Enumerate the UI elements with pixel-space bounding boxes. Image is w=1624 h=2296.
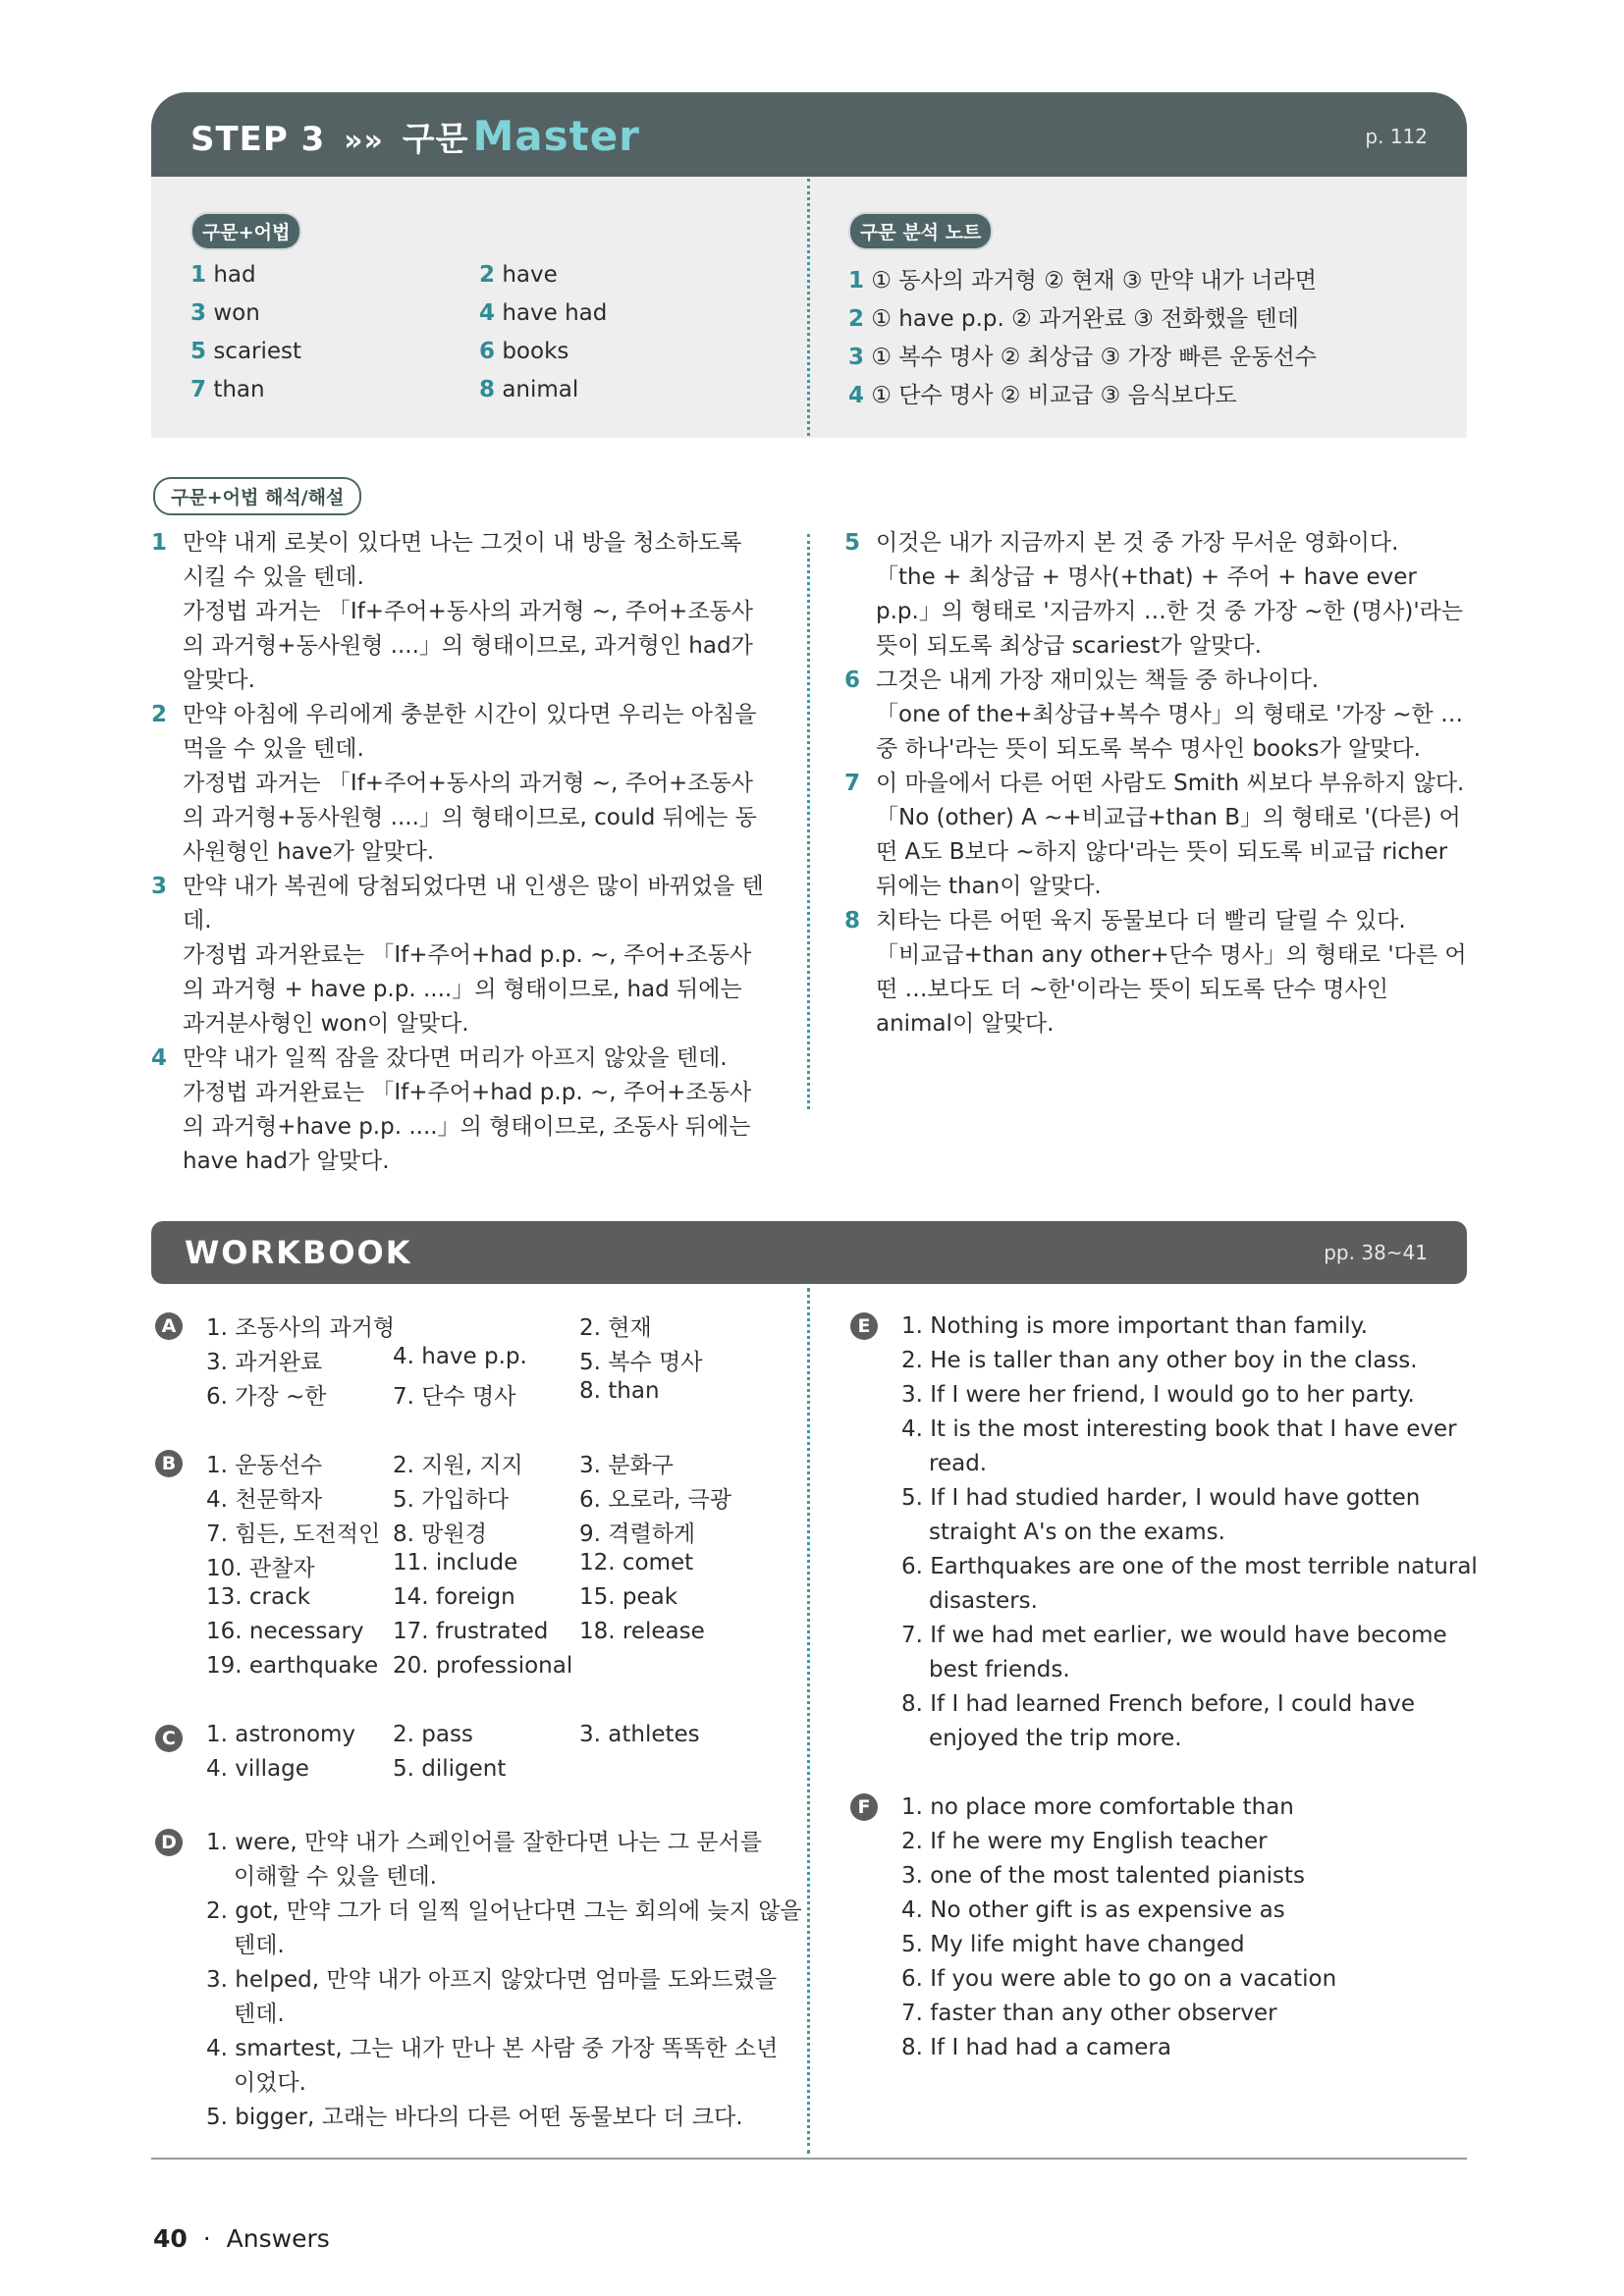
workbook-item: 17. frustrated bbox=[393, 1619, 549, 1644]
workbook-item: 4. It is the most interesting book that I have ever read. bbox=[901, 1416, 1457, 1476]
workbook-item: 18. release bbox=[579, 1619, 705, 1644]
note-item: 4 ① 단수 명사 ② 비교급 ③ 음식보다도 bbox=[848, 383, 1237, 408]
note-item: 1 ① 동사의 과거형 ② 현재 ③ 만약 내가 너라면 bbox=[848, 268, 1317, 294]
workbook-item: 2. pass bbox=[393, 1722, 473, 1747]
right-tag: 구문 분석 노트 bbox=[850, 214, 991, 248]
section-f-badge: F bbox=[850, 1793, 878, 1821]
answer-item: 5 scariest bbox=[190, 339, 302, 364]
workbook-item: 6. 가장 ~한 bbox=[206, 1384, 327, 1410]
workbook-item: 11. include bbox=[393, 1550, 518, 1575]
workbook-item: 1. 운동선수 bbox=[206, 1453, 323, 1478]
workbook-item: 7. 단수 명사 bbox=[393, 1384, 516, 1410]
workbook-item: 5. My life might have changed bbox=[901, 1932, 1245, 1957]
page-footer bbox=[153, 2224, 330, 2253]
section-a-badge: A bbox=[155, 1312, 183, 1340]
step3-korean: 구문 bbox=[402, 120, 469, 159]
workbook-item: 4. smartest, 그는 내가 만나 본 사람 중 가장 똑똑한 소년 이었다. bbox=[206, 2036, 779, 2096]
workbook-page-ref: pp. 38~41 bbox=[1324, 1241, 1428, 1264]
section-e-badge: E bbox=[850, 1312, 878, 1340]
answer-item: 3 won bbox=[190, 300, 260, 326]
workbook-item: 14. foreign bbox=[393, 1584, 515, 1610]
explanation-item: 6 그것은 내게 가장 재미있는 책들 중 하나이다. 「one of the+최상급+복수 명사」의 형태로 '가장 ~한 … 중 하나'라는 뜻이 되도록 복수 명사인 books가 알맞다. bbox=[844, 667, 1464, 762]
answer-item: 4 have had bbox=[479, 300, 608, 326]
workbook-item: 1. Nothing is more important than family. bbox=[901, 1313, 1369, 1339]
left-tag: 구문+어법 bbox=[192, 214, 299, 248]
explanation-right bbox=[844, 526, 1467, 1041]
explanation-tag: 구문+어법 해석/해설 bbox=[153, 477, 361, 515]
workbook-item: 1. were, 만약 내가 스페인어를 잘한다면 나는 그 문서를 이해할 수 있을 텐데. bbox=[206, 1830, 762, 1890]
workbook-item: 20. professional bbox=[393, 1653, 573, 1679]
note-item: 3 ① 복수 명사 ② 최상급 ③ 가장 빠른 운동선수 bbox=[848, 345, 1317, 370]
step3-header bbox=[151, 92, 1467, 177]
workbook-title: WORKBOOK bbox=[185, 1234, 412, 1271]
workbook-item: 8. If I had learned French before, I could have enjoyed the trip more. bbox=[901, 1691, 1415, 1751]
workbook-item: 2. He is taller than any other boy in the class. bbox=[901, 1348, 1418, 1373]
workbook-divider bbox=[807, 1288, 810, 2154]
workbook-item: 7. If we had met earlier, we would have become best friends. bbox=[901, 1623, 1447, 1682]
explanation-left bbox=[151, 526, 770, 1179]
explanation-item: 8 치타는 다른 어떤 육지 동물보다 더 빨리 달릴 수 있다. 「비교급+than any other+단수 명사」의 형태로 '다른 어떤 …보다도 더 ~한'이라는 뜻이 되도록 단수 명사인 animal이 알맞다. bbox=[844, 908, 1467, 1037]
workbook-item: 5. If I had studied harder, I would have gotten straight A's on the exams. bbox=[901, 1485, 1421, 1545]
footer-label: Answers bbox=[226, 2224, 330, 2253]
answer-item: 1 had bbox=[190, 262, 256, 288]
answer-item: 7 than bbox=[190, 377, 265, 402]
workbook-item: 3. 분화구 bbox=[579, 1453, 674, 1478]
section-c-badge: C bbox=[155, 1725, 183, 1752]
workbook-item: 4. village bbox=[206, 1756, 309, 1782]
workbook-item: 8. than bbox=[579, 1378, 660, 1404]
explanation-item: 1 만약 내게 로봇이 있다면 나는 그것이 내 방을 청소하도록 시킬 수 있을 텐데. 가정법 과거는 「If+주어+동사의 과거형 ~, 주어+조동사의 과거형+동사원형 ....」의 형태이므로, 과거형인 had가 알맞다. bbox=[151, 530, 753, 693]
workbook-item: 5. diligent bbox=[393, 1756, 507, 1782]
step3-page-ref: p. 112 bbox=[1365, 125, 1428, 148]
step3-body bbox=[151, 177, 1467, 438]
workbook-item: 8. If I had had a camera bbox=[901, 2035, 1171, 2060]
step3-master: Master bbox=[472, 112, 640, 160]
explanation-item: 2 만약 아침에 우리에게 충분한 시간이 있다면 우리는 아침을 먹을 수 있을 텐데. 가정법 과거는 「If+주어+동사의 과거형 ~, 주어+조동사의 과거형+동사원형 ....」의 형태이므로, could 뒤에는 동사원형인 have가 알맞다. bbox=[151, 702, 757, 865]
workbook-item: 2. If he were my English teacher bbox=[901, 1829, 1268, 1854]
answer-item: 8 animal bbox=[479, 377, 579, 402]
workbook-item: 3. 과거완료 bbox=[206, 1350, 323, 1375]
step3-divider bbox=[807, 179, 810, 436]
workbook-item: 6. 오로라, 극광 bbox=[579, 1487, 731, 1513]
workbook-item: 6. If you were able to go on a vacation bbox=[901, 1966, 1337, 1992]
workbook-header bbox=[151, 1221, 1467, 1284]
workbook-item: 2. 현재 bbox=[579, 1315, 652, 1341]
workbook-item: 3. one of the most talented pianists bbox=[901, 1863, 1306, 1889]
section-d-badge: D bbox=[155, 1829, 183, 1856]
workbook-item: 6. Earthquakes are one of the most terrible natural disasters. bbox=[901, 1554, 1478, 1614]
workbook-item: 2. got, 만약 그가 더 일찍 일어난다면 그는 회의에 늦지 않을 텐데. bbox=[206, 1898, 802, 1958]
workbook-item: 4. 천문학자 bbox=[206, 1487, 323, 1513]
workbook-item: 1. no place more comfortable than bbox=[901, 1794, 1294, 1820]
workbook-item: 5. bigger, 고래는 바다의 다른 어떤 동물보다 더 크다. bbox=[206, 2105, 743, 2130]
section-f-list bbox=[901, 1790, 1336, 2065]
workbook-item: 3. helped, 만약 내가 아프지 않았다면 엄마를 도와드렸을 텐데. bbox=[206, 1967, 778, 2027]
answer-item: 2 have bbox=[479, 262, 558, 288]
workbook-item: 10. 관찰자 bbox=[206, 1556, 315, 1581]
page-number: 40 bbox=[153, 2224, 188, 2253]
explanation-divider bbox=[807, 534, 810, 1109]
footer-rule bbox=[151, 2158, 1467, 2160]
explanation-item: 5 이것은 내가 지금까지 본 것 중 가장 무서운 영화이다. 「the + 최상급 + 명사(+that) + 주어 + have ever p.p.」의 형태로 '지금까지 …한 것 중 가장 ~한 (명사)'라는 뜻이 되도록 최상급 scariest가 알맞다. bbox=[844, 530, 1464, 659]
workbook-item: 1. astronomy bbox=[206, 1722, 356, 1747]
workbook-item: 16. necessary bbox=[206, 1619, 364, 1644]
workbook-item: 12. comet bbox=[579, 1550, 694, 1575]
workbook-item: 8. 망원경 bbox=[393, 1522, 487, 1547]
workbook-item: 19. earthquake bbox=[206, 1653, 379, 1679]
section-b-badge: B bbox=[155, 1450, 183, 1477]
footer-separator: · bbox=[202, 2224, 211, 2253]
workbook-item: 5. 가입하다 bbox=[393, 1487, 510, 1513]
workbook-item: 15. peak bbox=[579, 1584, 678, 1610]
step3-title bbox=[190, 112, 640, 160]
workbook-item: 3. If I were her friend, I would go to her party. bbox=[901, 1382, 1415, 1408]
workbook-item: 7. faster than any other observer bbox=[901, 2001, 1277, 2026]
explanation-item: 3 만약 내가 복권에 당첨되었다면 내 인생은 많이 바뀌었을 텐데. 가정법 과거완료는 「If+주어+had p.p. ~, 주어+조동사의 과거형 + have p.p. ....」의 형태이므로, had 뒤에는 과거분사형인 won이 알맞다. bbox=[151, 874, 764, 1037]
workbook-item: 3. athletes bbox=[579, 1722, 700, 1747]
note-item: 2 ① have p.p. ② 과거완료 ③ 전화했을 텐데 bbox=[848, 306, 1299, 332]
explanation-item: 7 이 마을에서 다른 어떤 사람도 Smith 씨보다 부유하지 않다. 「No (other) A ~+비교급+than B」의 형태로 '(다른) 어떤 A도 B보다 ~하지 않다'라는 뜻이 되도록 비교급 richer 뒤에는 than이 알맞다. bbox=[844, 771, 1465, 899]
workbook-item: 13. crack bbox=[206, 1584, 311, 1610]
workbook-item: 4. No other gift is as expensive as bbox=[901, 1897, 1285, 1923]
explanation-item: 4 만약 내가 일찍 잠을 잤다면 머리가 아프지 않았을 텐데. 가정법 과거완료는 「If+주어+had p.p. ~, 주어+조동사의 과거형+have p.p. ....」의 형태이므로, 조동사 뒤에는 have had가 알맞다. bbox=[151, 1045, 752, 1174]
section-e-list bbox=[901, 1309, 1478, 1756]
workbook-item: 4. have p.p. bbox=[393, 1344, 527, 1369]
workbook-item: 5. 복수 명사 bbox=[579, 1350, 703, 1375]
section-d-list bbox=[206, 1826, 802, 2135]
answer-item: 6 books bbox=[479, 339, 569, 364]
workbook-item: 2. 지원, 지지 bbox=[393, 1453, 523, 1478]
workbook-item: 9. 격렬하게 bbox=[579, 1522, 696, 1547]
workbook-item: 7. 힘든, 도전적인 bbox=[206, 1522, 381, 1547]
double-chevron-icon: »» bbox=[344, 124, 384, 158]
workbook-item: 1. 조동사의 과거형 bbox=[206, 1315, 396, 1341]
step3-prefix: STEP 3 bbox=[190, 120, 326, 159]
